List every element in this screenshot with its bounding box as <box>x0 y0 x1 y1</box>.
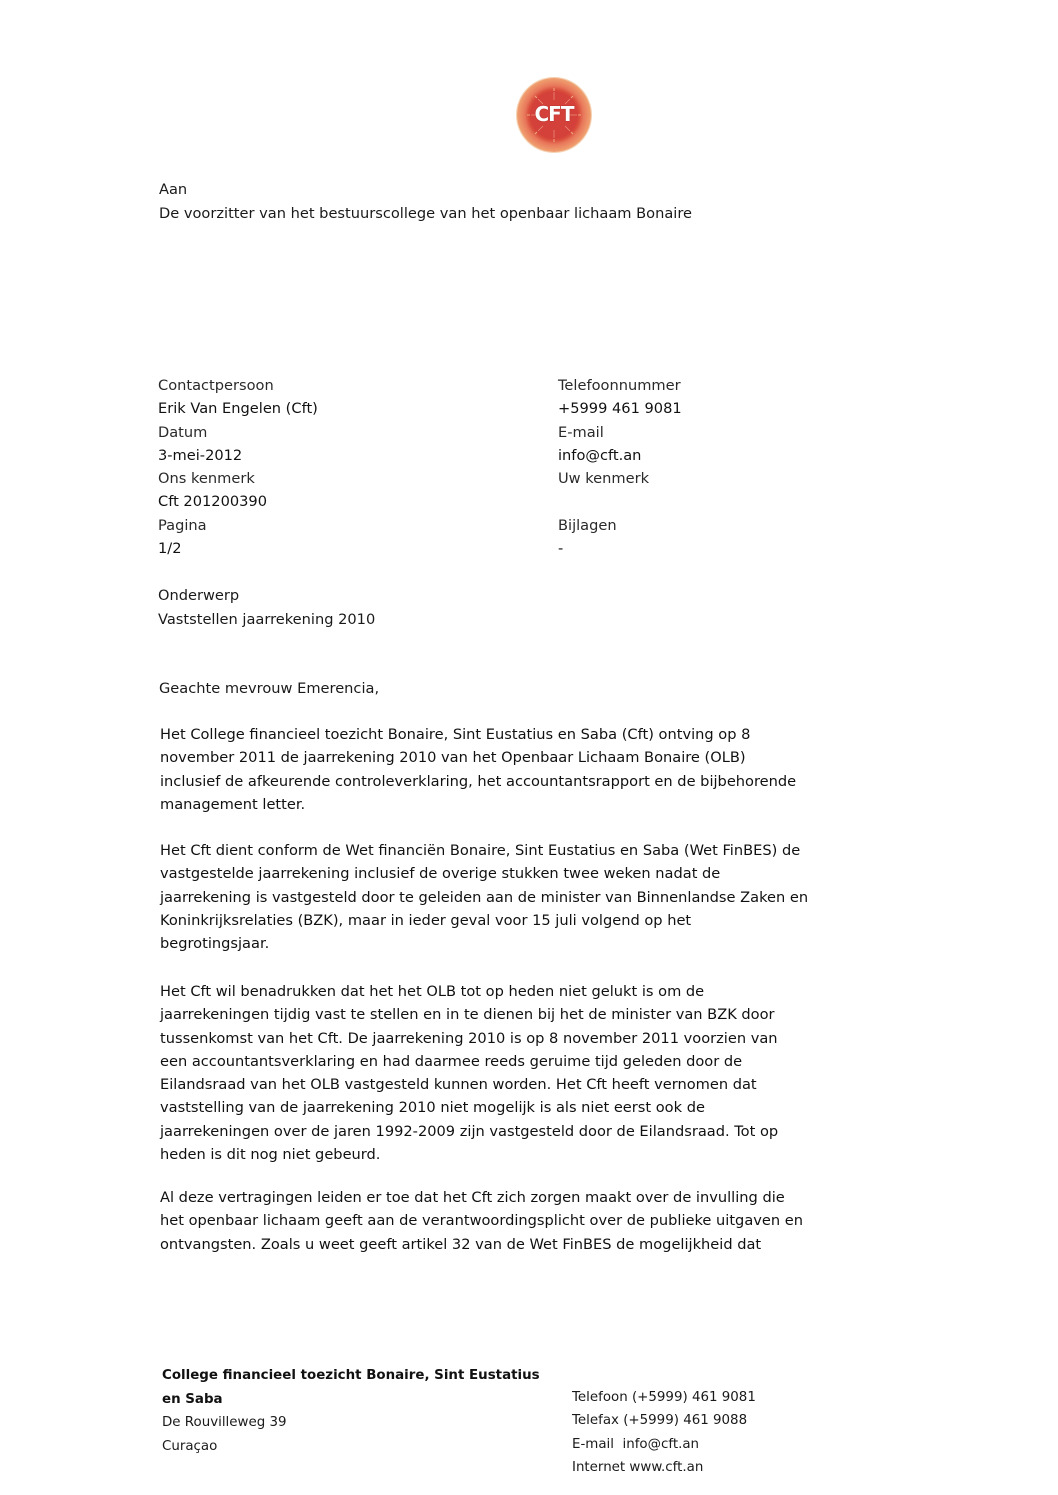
footer-telefoon: Telefoon (+5999) 461 9081 <box>572 1390 756 1405</box>
footer-street: De Rouvilleweg 39 <box>162 1415 287 1430</box>
body-paragraph-2 <box>160 839 860 955</box>
paragraph-line: heden is dit nog niet gebeurd. <box>160 1146 381 1164</box>
footer-email: E-mail info@cft.an <box>572 1436 700 1452</box>
paragraph-line: tussenkomst van het Cft. De jaarrekening 2010 is op 8 november 2011 voorzien van <box>160 1029 778 1047</box>
subject-block <box>158 584 375 631</box>
paragraph-line: een accountantsverklaring en had daarmee reeds geruime tijd geleden door de <box>160 1052 743 1070</box>
footer-city: Curaçao <box>162 1438 218 1454</box>
body-paragraph-4 <box>160 1186 860 1256</box>
paragraph-line: Het College financieel toezicht Bonaire, Sint Eustatius en Saba (Cft) ontving op 8 <box>160 726 751 743</box>
paragraph-line: Eilandsraad van het OLB vastgesteld kunnen worden. Het Cft heeft vernomen dat <box>160 1076 757 1094</box>
meta-value-pagina: 1/2 <box>158 540 182 558</box>
paragraph-line: jaarrekeningen over de jaren 1992-2009 zijn vastgesteld door de Eilandsraad. Tot op <box>160 1122 779 1140</box>
paragraph-line: management letter. <box>160 795 306 813</box>
paragraph-line: ontvangsten. Zoals u weet geeft artikel 32 van de Wet FinBES de mogelijkheid dat <box>160 1235 762 1253</box>
meta-label-contactpersoon: Contactpersoon <box>158 377 274 394</box>
paragraph-line: Het Cft dient conform de Wet financiën Bonaire, Sint Eustatius en Saba (Wet FinBES) de <box>160 842 801 859</box>
meta-label-pagina: Pagina <box>158 516 207 534</box>
paragraph-line: begrotingsjaar. <box>160 935 270 953</box>
meta-label-telefoonnummer: Telefoonnummer <box>558 377 681 394</box>
paragraph-line: Het Cft wil benadrukken dat het het OLB tot op heden niet gelukt is om de <box>160 983 705 1000</box>
meta-value-datum: 3-mei-2012 <box>158 446 243 464</box>
meta-value-uw-kenmerk <box>558 490 682 513</box>
addressee-block <box>159 178 692 225</box>
subject-label: Onderwerp <box>158 587 240 604</box>
meta-label-uw-kenmerk: Uw kenmerk <box>558 470 650 488</box>
footer-contact-block <box>572 1386 756 1479</box>
addressee-label: Aan <box>159 181 188 198</box>
footer-organization-line-2: en Saba <box>162 1391 223 1407</box>
paragraph-line: vaststelling van de jaarrekening 2010 niet mogelijk is als niet eerst ook de <box>160 1099 705 1117</box>
meta-value-contactpersoon: Erik Van Engelen (Cft) <box>158 400 318 418</box>
paragraph-line: Al deze vertragingen leiden er toe dat het Cft zich zorgen maakt over de invulling die <box>160 1189 785 1206</box>
meta-value-telefoonnummer: +5999 461 9081 <box>558 400 682 418</box>
addressee-recipient: De voorzitter van het bestuurscollege van het openbaar lichaam Bonaire <box>159 204 693 222</box>
paragraph-line: inclusief de afkeurende controleverklaring, het accountantsrapport en de bijbehorende <box>160 772 797 790</box>
paragraph-line: jaarrekeningen tijdig vast te stellen en in te dienen bij het de minister van BZK door <box>160 1006 775 1024</box>
meta-value-bijlagen: - <box>558 540 564 558</box>
salutation: Geachte mevrouw Emerencia, <box>159 680 380 697</box>
paragraph-line: vastgestelde jaarrekening inclusief de overige stukken twee weken nadat de <box>160 865 721 883</box>
footer-internet: Internet www.cft.an <box>572 1459 704 1475</box>
footer-organization-line-1: College financieel toezicht Bonaire, Sint Eustatius <box>162 1368 540 1383</box>
meta-label-ons-kenmerk: Ons kenmerk <box>158 470 255 488</box>
footer-telefax: Telefax (+5999) 461 9088 <box>572 1413 748 1429</box>
logo-text: CFT <box>534 102 574 126</box>
meta-value-email: info@cft.an <box>558 446 642 464</box>
body-paragraph-1 <box>160 723 860 816</box>
subject-value: Vaststellen jaarrekening 2010 <box>158 610 376 628</box>
meta-label-bijlagen: Bijlagen <box>558 516 617 534</box>
meta-label-email: E-mail <box>558 423 604 441</box>
meta-label-datum: Datum <box>158 423 208 441</box>
paragraph-line: het openbaar lichaam geeft aan de verantwoordingsplicht over de publieke uitgaven en <box>160 1212 803 1230</box>
paragraph-line: jaarrekening is vastgesteld door te geleiden aan de minister van Binnenlandse Zaken en <box>160 888 809 906</box>
paragraph-line: Koninkrijksrelaties (BZK), maar in ieder geval voor 15 juli volgend op het <box>160 911 692 929</box>
meta-value-ons-kenmerk: Cft 201200390 <box>158 493 267 511</box>
cft-logo <box>517 78 591 152</box>
body-paragraph-3 <box>160 980 860 1166</box>
footer-address-block <box>162 1364 540 1458</box>
meta-left-column <box>158 374 318 560</box>
paragraph-line: november 2011 de jaarrekening 2010 van het Openbaar Lichaam Bonaire (OLB) <box>160 749 746 767</box>
meta-right-column <box>558 374 682 560</box>
